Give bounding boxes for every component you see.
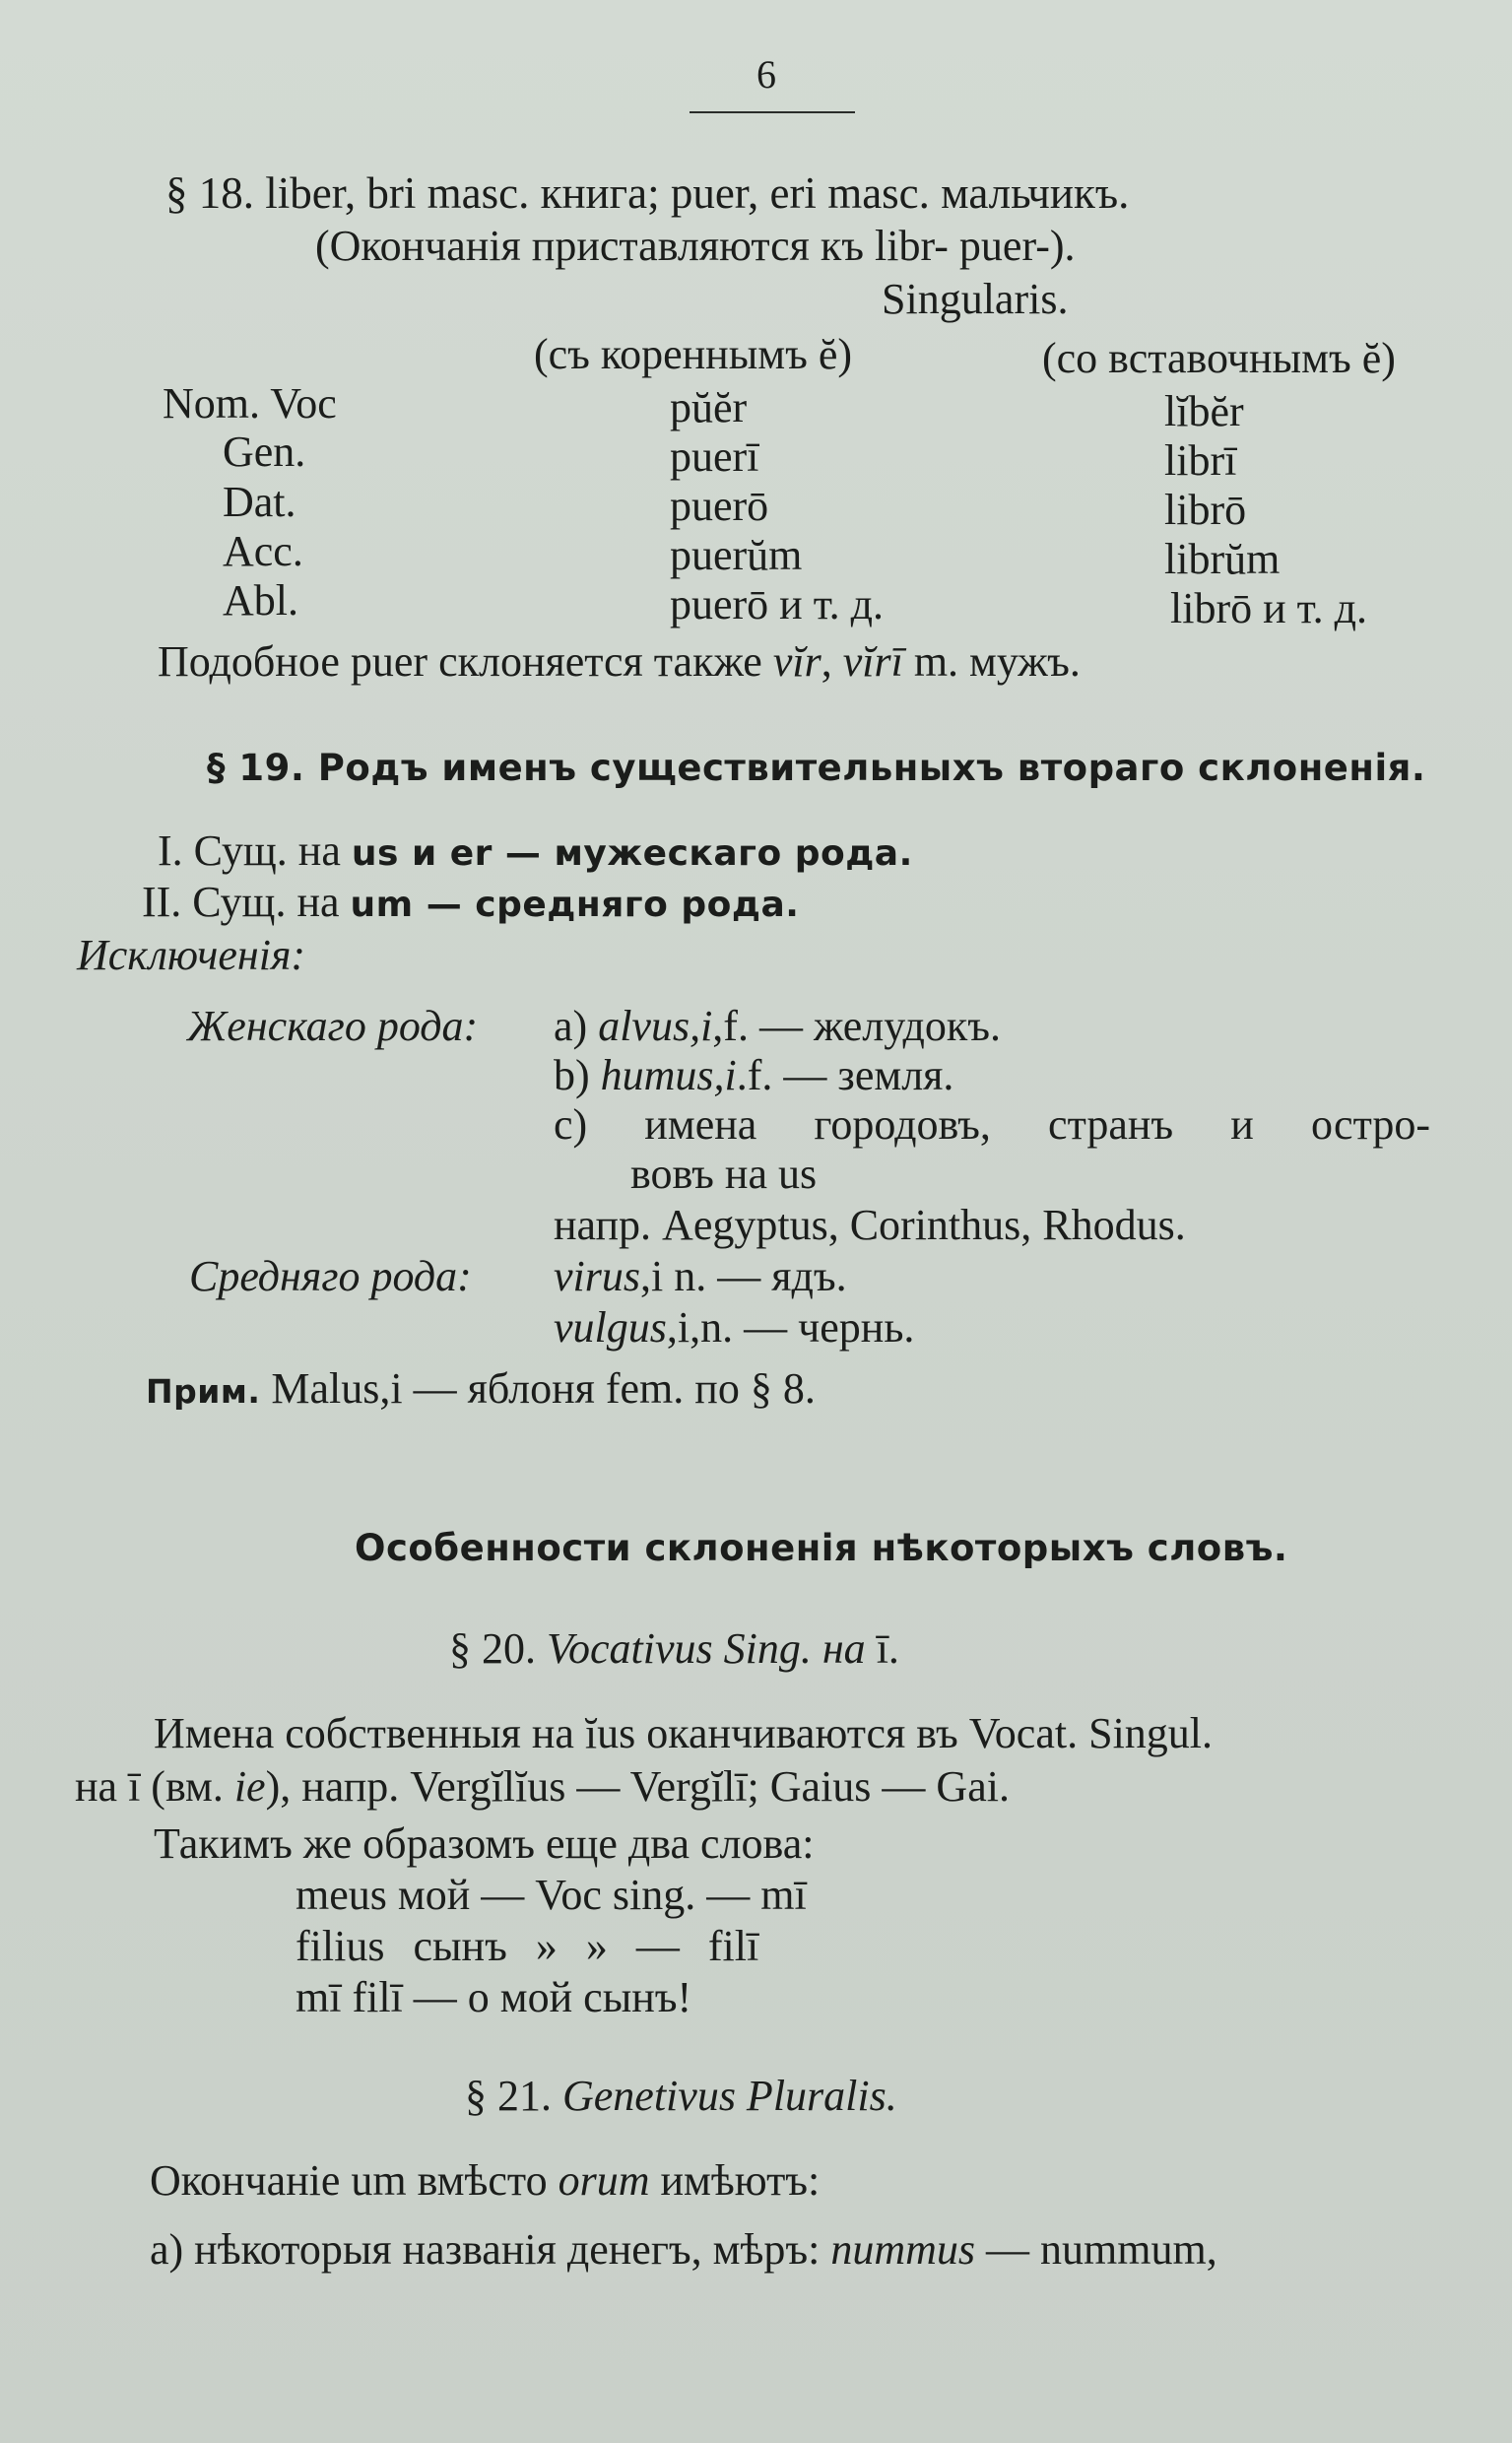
fem-c-line2: вовъ на us (630, 1150, 818, 1198)
s20-example-1: meus мой — Voc sing. — mī (296, 1871, 807, 1919)
prim-label: Прим. (146, 1372, 261, 1411)
s20-p1-line2-ie: ie (233, 1762, 266, 1811)
neut-2-rest: ,i,n. — чернь. (666, 1303, 915, 1352)
case-acc: Acc. (223, 527, 303, 575)
fem-b-word: humus,i (600, 1051, 737, 1099)
page-number-rule (690, 111, 855, 113)
liber-abl: librō и т. д. (1170, 584, 1367, 632)
s20-example-2: filius сынъ » » — filī (296, 1922, 759, 1970)
s20-p2: Такимъ же образомъ еще два слова: (154, 1819, 815, 1868)
fem-c-line3: напр. Aegyptus, Corinthus, Rhodus. (554, 1201, 1186, 1249)
exceptions-label: Исключенія: (77, 931, 306, 979)
s21-p2-b: — nummum, (975, 2225, 1217, 2274)
liber-gen: librī (1164, 436, 1237, 485)
s19-rule2-a: II. Сущ. на (142, 878, 351, 926)
liber-dat: librō (1164, 486, 1247, 534)
s19-rule1 (158, 827, 913, 875)
fem-c-line1: c) имена городовъ, странъ и остро- (554, 1100, 1430, 1149)
puer-dat: puerō (670, 482, 769, 530)
s18-singularis-heading: Singularis. (882, 275, 1069, 323)
s19-prim (146, 1365, 816, 1413)
s19-rule2 (142, 879, 799, 926)
s18-note-comma: , (821, 637, 843, 686)
s21-p1 (150, 2157, 820, 2205)
fem-a-letter: a) (554, 1002, 599, 1050)
s20-p1-line2-b: ), напр. Vergĭlĭus — Vergĭlī; Gaius — Gai. (265, 1762, 1010, 1811)
s20-title (449, 1625, 899, 1673)
fem-b-rest: .f. — земля. (736, 1051, 954, 1099)
s21-p1-b: имѣютъ: (649, 2156, 821, 2205)
neut-2-word: vulgus (554, 1303, 667, 1352)
s21-title-italic: Genetivus Pluralis. (562, 2072, 897, 2120)
s19-title: § 19. Родъ именъ существительныхъ втораго склоненія. (207, 747, 1426, 789)
case-gen: Gen. (223, 428, 306, 476)
neut-1-rest: ,i n. — ядъ. (640, 1252, 847, 1300)
s21-title (465, 2073, 897, 2120)
neut-2 (554, 1304, 914, 1352)
liber-nom: lĭbĕr (1164, 387, 1244, 435)
s18-line1: § 18. liber, bri masc. книга; puer, eri masc. мальчикъ. (165, 168, 1130, 218)
fem-label: Женскаго рода: (187, 1002, 479, 1050)
s18-col2-head: (со вставочнымъ ĕ) (1042, 334, 1396, 382)
prim-text: Malus,i — яблоня fem. по § 8. (260, 1364, 816, 1413)
fem-a-rest: ,f. — желудокъ. (712, 1002, 1001, 1050)
s21-p2-a: a) нѣкоторыя названія денегъ, мѣръ: (150, 2225, 831, 2274)
fem-a-word: alvus,i (598, 1002, 713, 1050)
fem-b-letter: b) (554, 1051, 601, 1099)
page-number: 6 (756, 52, 776, 97)
fem-b (554, 1052, 953, 1099)
s20-p1-line2 (75, 1763, 1010, 1811)
s21-p2-italic: nummus (830, 2225, 976, 2274)
s19-rule1-a: I. Сущ. на (158, 826, 352, 875)
puer-gen: puerī (670, 432, 759, 481)
neut-label: Средняго рода: (189, 1252, 472, 1300)
s18-note-viri: vĭrī (842, 637, 903, 686)
peculiarities-heading: Особенности склоненія нѣкоторыхъ словъ. (355, 1527, 1288, 1569)
s20-title-num: § 20. (449, 1624, 547, 1673)
s18-note-start: Подобное puer склоняется также (158, 637, 773, 686)
puer-abl: puerō и т. д. (670, 580, 885, 628)
s18-col1-head: (съ кореннымъ ĕ) (534, 330, 853, 378)
s21-title-num: § 21. (465, 2072, 562, 2120)
fem-a (554, 1003, 1001, 1050)
s20-example-3: mī filī — о мой сынъ! (296, 1973, 692, 2021)
puer-nom: pŭĕr (670, 383, 748, 431)
s20-p1-line2-a: на ī (вм. (75, 1762, 234, 1811)
s19-rule1-b: us и er — мужескаго рода. (351, 833, 913, 874)
s20-title-end: ī. (865, 1624, 899, 1673)
s20-p1-line1: Имена собственныя на ĭus оканчиваются въ Vocat. Singul. (154, 1709, 1214, 1757)
s20-title-italic: Vocativus Sing. на (547, 1624, 866, 1673)
s21-p2 (150, 2226, 1217, 2274)
s19-rule2-b: um — средняго рода. (350, 885, 800, 925)
s21-p1-italic: orum (558, 2156, 650, 2205)
s18-note (158, 638, 1081, 686)
s18-note-vir: vĭr (772, 637, 822, 686)
neut-1 (554, 1253, 847, 1300)
case-dat: Dat. (223, 478, 296, 526)
neut-1-word: virus (554, 1252, 640, 1300)
case-abl: Abl. (223, 576, 298, 625)
s18-line2: (Окончанія приставляются къ libr- puer-). (315, 222, 1076, 270)
s18-note-end: m. мужъ. (902, 637, 1081, 686)
liber-acc: librŭm (1164, 535, 1281, 583)
case-nom: Nom. Voc (163, 379, 337, 428)
s21-p1-a: Окончаніе um вмѣсто (150, 2156, 559, 2205)
puer-acc: puerŭm (670, 531, 803, 579)
